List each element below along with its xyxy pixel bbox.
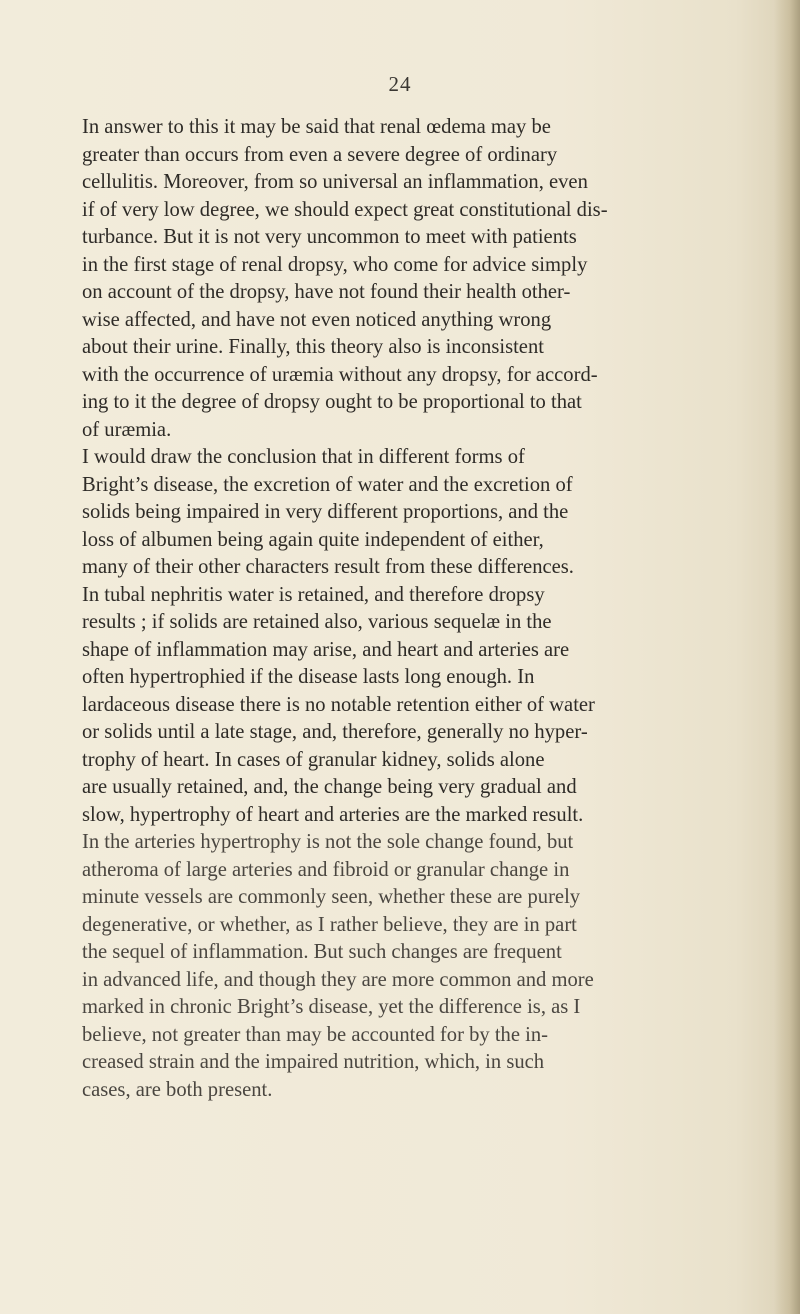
text-line: In answer to this it may be said that renal œdema may be	[82, 116, 551, 138]
text-line: loss of albumen being again quite independent of either,	[82, 528, 544, 551]
text-line: creased strain and the impaired nutrition, which, in such	[82, 1051, 545, 1073]
text-line: solids being impaired in very different proportions, and the	[82, 501, 569, 523]
text-line: wise affected, and have not even noticed anything wrong	[82, 308, 552, 331]
text-line: slow, hypertrophy of heart and arteries are the marked result.	[82, 803, 584, 826]
text-line: believe, not greater than may be accounted for by the in-	[82, 1023, 549, 1046]
text-line: turbance. But it is not very uncommon to meet with patients	[82, 226, 577, 248]
text-line: of uræmia.	[82, 418, 172, 441]
body-text	[82, 114, 710, 1104]
text-line: shape of inflammation may arise, and heart and arteries are	[82, 638, 570, 661]
text-line: cellulitis. Moreover, from so universal an inflammation, even	[82, 171, 588, 193]
text-line: many of their other characters result from these differences.	[82, 556, 574, 578]
text-line: cases, are both present.	[82, 1078, 273, 1101]
text-line: often hypertrophied if the disease lasts long enough. In	[82, 666, 535, 688]
text-line: with the occurrence of uræmia without any dropsy, for accord-	[82, 363, 598, 386]
text-line: I would draw the conclusion that in different forms of	[82, 446, 525, 468]
page-edge-shadow	[774, 0, 800, 1314]
text-line: trophy of heart. In cases of granular kidney, solids alone	[82, 748, 545, 771]
text-line: ing to it the degree of dropsy ought to be proportional to that	[82, 391, 582, 413]
text-line: degenerative, or whether, as I rather believe, they are in part	[82, 913, 577, 936]
text-line: on account of the dropsy, have not found their health other-	[82, 281, 571, 303]
text-line: about their urine. Finally, this theory also is inconsistent	[82, 336, 544, 358]
text-line: or solids until a late stage, and, therefore, generally no hyper-	[82, 721, 588, 743]
text-line: In the arteries hypertrophy is not the sole change found, but	[82, 831, 574, 853]
page-number: 24	[388, 72, 412, 96]
text-line: In tubal nephritis water is retained, and therefore dropsy	[82, 583, 545, 606]
text-line: minute vessels are commonly seen, whether these are purely	[82, 886, 581, 908]
text-line: greater than occurs from even a severe degree of ordinary	[82, 143, 558, 166]
text-line: results ; if solids are retained also, various sequelæ in the	[82, 611, 552, 633]
text-line: atheroma of large arteries and fibroid or granular change in	[82, 858, 570, 881]
text-line: if of very low degree, we should expect great constitutional dis-	[82, 198, 608, 221]
text-line: marked in chronic Bright’s disease, yet the difference is, as I	[82, 996, 581, 1018]
text-line: Bright’s disease, the excretion of water and the excretion of	[82, 473, 573, 496]
text-line: the sequel of inflammation. But such changes are frequent	[82, 941, 562, 963]
text-line: are usually retained, and, the change being very gradual and	[82, 776, 577, 798]
text-line: in the first stage of renal dropsy, who come for advice simply	[82, 253, 588, 276]
text-line: lardaceous disease there is no notable retention either of water	[82, 693, 595, 716]
text-line: in advanced life, and though they are more common and more	[82, 968, 594, 991]
